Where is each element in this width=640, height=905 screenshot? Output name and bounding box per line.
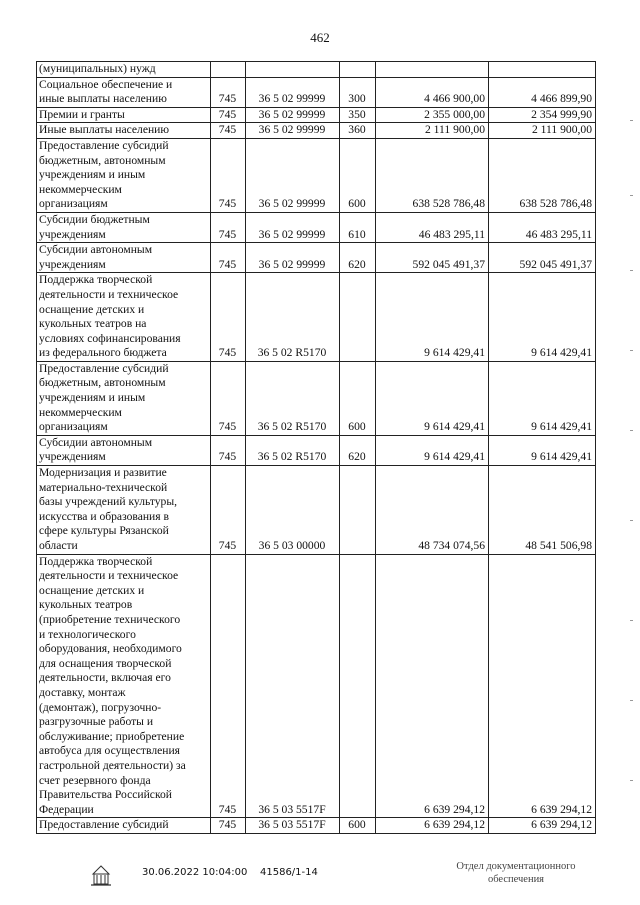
row-amount-executed-text: 4 466 899,90 [531,92,592,106]
row-code-text: 745 [218,802,237,816]
row-amount-planned [376,212,489,242]
row-amount-planned [376,554,489,818]
row-amount-executed-text: 48 541 506,98 [525,539,592,552]
row-amount-executed [489,107,596,123]
row-name-text: Премии и гранты [39,107,125,121]
row-code [211,123,246,139]
budget-table [36,61,596,834]
table-row [37,361,596,435]
table-row [37,107,596,123]
row-amount-executed-text: 592 045 491,37 [519,257,592,271]
row-expense-type-text: 620 [348,257,366,271]
row-amount-executed-text: 46 483 295,11 [525,227,592,241]
row-amount-executed [489,435,596,465]
row-amount-planned [376,435,489,465]
row-name-text: Предоставление субсидий [39,818,169,832]
row-amount-planned-text: 46 483 295,11 [418,227,485,241]
row-code [211,554,246,818]
row-name [37,107,211,123]
row-amount-executed [489,818,596,834]
row-amount-planned-text: 638 528 786,48 [412,197,485,211]
row-amount-planned-text: 6 639 294,12 [424,802,485,816]
row-expense-type [340,554,376,818]
row-expense-type-text: 600 [348,197,366,211]
row-name-text: Субсидии автономным учреждениям [39,435,153,464]
row-target-article-text: 36 5 03 5517F [258,818,326,832]
row-amount-executed [489,243,596,273]
row-amount-planned [376,243,489,273]
row-amount-planned-text: 9 614 429,41 [424,346,485,360]
row-code [211,62,246,78]
row-code [211,77,246,107]
row-code-text: 745 [218,227,237,241]
row-expense-type [340,273,376,362]
row-name [37,818,211,834]
row-code-text: 745 [218,123,237,137]
row-name [37,554,211,818]
row-amount-executed [489,77,596,107]
row-expense-type [340,361,376,435]
row-amount-planned [376,273,489,362]
row-target-article [246,554,340,818]
row-expense-type [340,818,376,834]
row-name-text: Поддержка творческой деятельности и техническое оснащение детских и кукольных театров на условиях софинансирования из федерального бюджета [39,273,181,360]
row-amount-executed [489,466,596,555]
row-code [211,435,246,465]
row-expense-type-text: 600 [348,818,366,832]
row-code-text: 745 [218,346,237,360]
row-name [37,212,211,242]
row-target-article [246,107,340,123]
row-name-text: Социальное обеспечение и иные выплаты населению [39,77,173,106]
row-amount-executed [489,138,596,212]
row-amount-executed [489,62,596,78]
table-row [37,123,596,139]
row-amount-executed-text: 9 614 429,41 [531,420,592,434]
row-name-text: Предоставление субсидий бюджетным, автономным учреждениям и иным некоммерческим организациям [39,138,169,211]
table-row [37,243,596,273]
row-amount-executed-text: 9 614 429,41 [531,450,592,464]
duma-logo-icon [88,864,114,892]
table-row [37,466,596,555]
row-amount-planned [376,361,489,435]
row-target-article-text: 36 5 02 99999 [258,123,326,137]
row-expense-type-text: 620 [348,450,366,464]
row-code [211,361,246,435]
row-target-article-text: 36 5 02 99999 [258,227,326,241]
row-name [37,273,211,362]
row-code-text: 745 [218,420,237,434]
row-amount-executed-text: 2 354 999,90 [531,107,592,121]
row-expense-type [340,62,376,78]
row-amount-planned [376,77,489,107]
row-amount-executed [489,361,596,435]
row-amount-executed-text: 9 614 429,41 [531,346,592,360]
row-amount-planned-text: 48 734 074,56 [418,539,485,552]
table-row [37,77,596,107]
row-name-text: Иные выплаты населению [39,123,170,137]
row-expense-type [340,435,376,465]
row-expense-type [340,138,376,212]
table-row [37,554,596,818]
row-amount-planned-text: 2 111 900,00 [424,123,485,137]
row-name-text: (муниципальных) нужд [39,62,156,75]
row-expense-type [340,107,376,123]
row-expense-type [340,466,376,555]
table-row [37,212,596,242]
row-name [37,123,211,139]
row-target-article [246,818,340,834]
row-amount-planned-text: 2 355 000,00 [424,107,485,121]
row-amount-executed-text: 6 639 294,12 [531,818,592,832]
row-amount-planned [376,107,489,123]
row-name-text: Субсидии бюджетным учреждениям [39,212,150,241]
row-target-article [246,273,340,362]
row-amount-planned-text: 9 614 429,41 [424,450,485,464]
page-number: 462 [310,30,330,45]
row-name [37,466,211,555]
row-amount-executed [489,212,596,242]
row-expense-type-text: 600 [348,420,366,434]
row-code-text: 745 [218,197,237,211]
row-amount-executed [489,554,596,818]
row-amount-planned-text: 592 045 491,37 [412,257,485,271]
row-amount-planned [376,138,489,212]
timestamp: 30.06.2022 10:04:00 [142,867,248,878]
row-target-article-text: 36 5 02 99999 [258,257,326,271]
row-code [211,243,246,273]
row-name [37,361,211,435]
row-code-text: 745 [218,539,237,552]
row-target-article-text: 36 5 02 R5170 [257,420,327,434]
table-row [37,818,596,834]
row-target-article-text: 36 5 02 R5170 [257,450,327,464]
row-amount-planned [376,123,489,139]
row-name [37,435,211,465]
row-code [211,466,246,555]
row-target-article [246,466,340,555]
row-name [37,77,211,107]
row-amount-executed-text: 6 639 294,12 [531,802,592,816]
row-amount-planned-text: 4 466 900,00 [424,92,485,106]
row-amount-executed [489,123,596,139]
row-target-article [246,361,340,435]
row-code [211,107,246,123]
margin-marks [630,100,634,800]
row-expense-type [340,212,376,242]
row-name-text: Модернизация и развитие материально-технической базы учреждений культуры, искусства и образования в сфере культуры Рязанской области [39,466,178,552]
department-stamp: Отдел документационного обеспечения [456,861,576,885]
row-target-article [246,435,340,465]
row-expense-type [340,123,376,139]
row-target-article-text: 36 5 02 99999 [258,107,326,121]
row-amount-executed-text: 638 528 786,48 [519,197,592,211]
row-amount-planned [376,818,489,834]
row-expense-type [340,77,376,107]
row-code [211,138,246,212]
row-expense-type-text: 360 [348,123,366,137]
row-target-article-text: 36 5 02 99999 [258,197,326,211]
row-name-text: Поддержка творческой деятельности и техническое оснащение детских и кукольных театров (приобретение технического и технологического оборудования, необходимого для оснащения творческой деятельности, включая его доставку, монтаж (демонтаж), погрузочно- разгрузочные работы и обслуживание; приобретение автобуса для осуществления гастрольной деятельности) за счет резервного фонда Правительства Российской Федерации [39,554,186,816]
row-code [211,273,246,362]
row-code [211,212,246,242]
row-target-article [246,77,340,107]
registration-number: 41586/1-14 [260,867,318,878]
page-footer [0,860,640,900]
row-code-text: 745 [218,92,237,106]
row-target-article-text: 36 5 02 R5170 [257,346,327,360]
row-target-article [246,62,340,78]
row-expense-type-text: 350 [348,107,366,121]
table-row [37,138,596,212]
row-amount-executed-text: 2 111 900,00 [531,123,592,137]
row-code-text: 745 [218,257,237,271]
row-name [37,243,211,273]
row-target-article-text: 36 5 03 5517F [258,802,326,816]
row-amount-executed [489,273,596,362]
row-name-text: Предоставление субсидий бюджетным, автономным учреждениям и иным некоммерческим организациям [39,361,169,434]
row-code-text: 745 [218,450,237,464]
row-expense-type-text: 610 [348,227,366,241]
row-name [37,62,211,78]
table-row [37,62,596,78]
row-code-text: 745 [218,107,237,121]
row-amount-planned [376,62,489,78]
row-target-article-text: 36 5 03 00000 [258,539,326,552]
row-code [211,818,246,834]
row-target-article-text: 36 5 02 99999 [258,92,326,106]
row-target-article [246,243,340,273]
row-expense-type-text: 300 [348,92,366,106]
row-target-article [246,138,340,212]
row-target-article [246,212,340,242]
row-code-text: 745 [218,818,237,832]
row-name-text: Субсидии автономным учреждениям [39,243,153,271]
row-expense-type [340,243,376,273]
row-target-article [246,123,340,139]
row-amount-planned [376,466,489,555]
table-row [37,273,596,362]
table-row [37,435,596,465]
row-amount-planned-text: 6 639 294,12 [424,818,485,832]
row-name [37,138,211,212]
row-amount-planned-text: 9 614 429,41 [424,420,485,434]
